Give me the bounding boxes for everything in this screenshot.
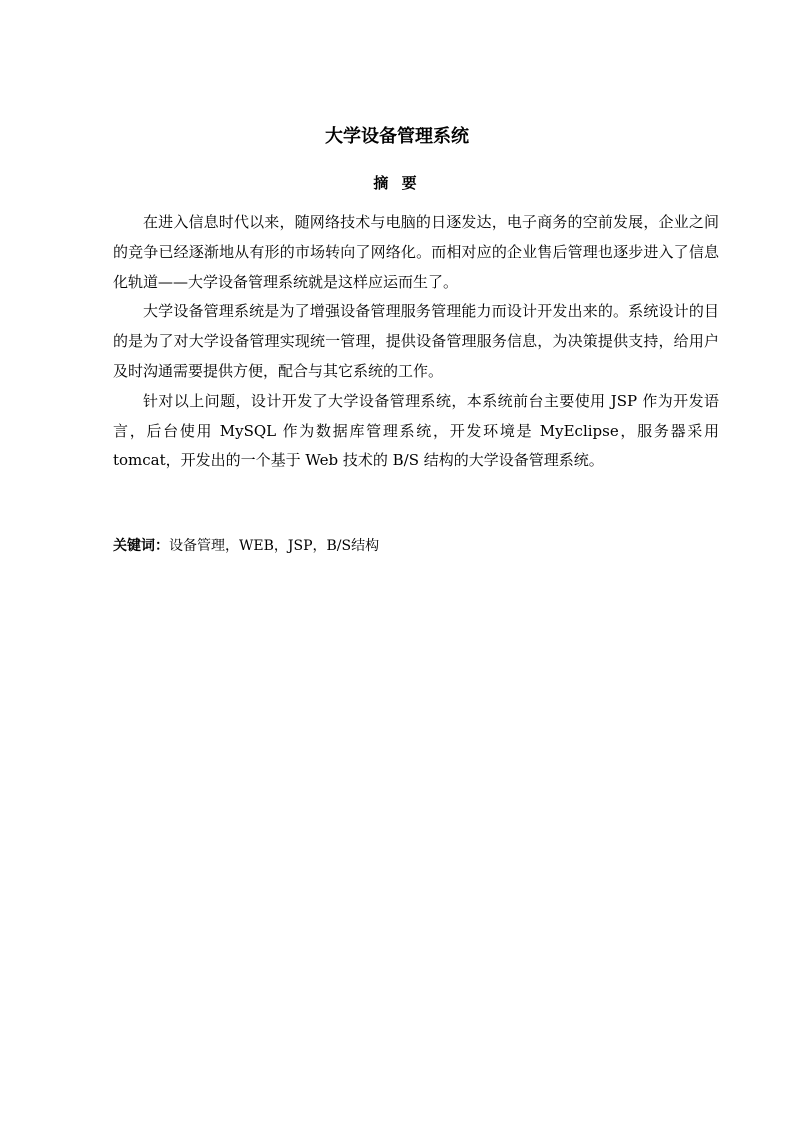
- abstract-paragraph-1: 在进入信息时代以来，随网络技术与电脑的日逐发达，电子商务的空前发展，企业之间的竞争已经逐渐地从有形的市场转向了网络化。而相对应的企业售后管理也逐步进入了信息化轨道——大学设备管理系统就是这样应运而生了。: [113, 213, 719, 291]
- abstract-paragraph-2: 大学设备管理系统是为了增强设备管理服务管理能力而设计开发出来的。系统设计的目的是为了对大学设备管理实现统一管理，提供设备管理服务信息，为决策提供支持，给用户及时沟通需要提供方便，配合与其它系统的工作。: [113, 302, 719, 380]
- abstract-body: [113, 208, 719, 476]
- abstract-paragraph-3: 针对以上问题，设计开发了大学设备管理系统，本系统前台主要使用 JSP 作为开发语言，后台使用 MySQL 作为数据库管理系统，开发环境是 MyEclipse，服务器采用 tomcat，开发出的一个基于 Web 技术的 B/S 结构的大学设备管理系统。: [113, 391, 719, 470]
- keywords-value: 设备管理，WEB，JSP，B/S结构: [169, 538, 380, 554]
- document-title: 大学设备管理系统: [325, 126, 469, 147]
- keywords-line: [113, 535, 719, 557]
- keywords-label: 关键词：: [113, 538, 169, 554]
- abstract-heading: 摘 要: [373, 174, 421, 192]
